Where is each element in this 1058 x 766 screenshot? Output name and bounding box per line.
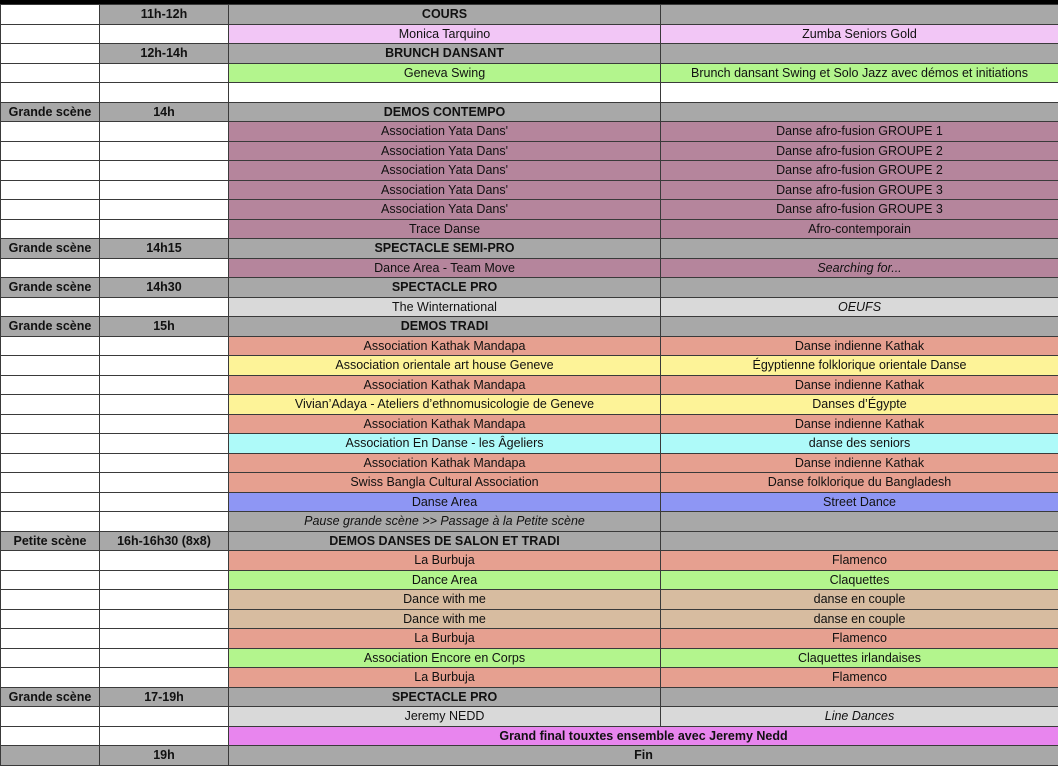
performer-name: Association Kathak Mandapa	[229, 453, 661, 473]
table-row	[1, 219, 1058, 239]
table-row	[1, 356, 1058, 376]
performer-name: Association Yata Dans'	[229, 141, 661, 161]
performer-name: Swiss Bangla Cultural Association	[229, 473, 661, 493]
performance-description: Flamenco	[661, 668, 1058, 688]
time-cell: 15h	[100, 317, 229, 337]
stage-cell: Grande scène	[1, 687, 100, 707]
section-title-filler	[661, 317, 1058, 337]
time-cell	[100, 414, 229, 434]
table-row	[1, 414, 1058, 434]
stage-cell	[1, 122, 100, 142]
performer-name: Association Yata Dans'	[229, 122, 661, 142]
stage-cell	[1, 395, 100, 415]
stage-cell	[1, 375, 100, 395]
stage-cell	[1, 24, 100, 44]
stage-cell	[1, 609, 100, 629]
end-time-cell: 19h	[100, 746, 229, 766]
time-cell	[100, 453, 229, 473]
table-row	[1, 24, 1058, 44]
performance-description: Flamenco	[661, 551, 1058, 571]
performance-description: Line Dances	[661, 707, 1058, 727]
performer-name: Association En Danse - les Âgeliers	[229, 434, 661, 454]
section-title-filler	[661, 239, 1058, 259]
table-row	[1, 122, 1058, 142]
section-title: DEMOS TRADI	[229, 317, 661, 337]
performance-description: Afro-contemporain	[661, 219, 1058, 239]
table-row	[1, 512, 1058, 532]
stage-cell: Grande scène	[1, 278, 100, 298]
performer-name: Trace Danse	[229, 219, 661, 239]
performer-name: Pause grande scène >> Passage à la Petite scène	[229, 512, 661, 532]
performance-description: Street Dance	[661, 492, 1058, 512]
table-row	[1, 492, 1058, 512]
section-title-filler	[661, 5, 1058, 25]
section-title: DEMOS DANSES DE SALON ET TRADI	[229, 531, 661, 551]
stage-cell	[1, 629, 100, 649]
section-title: SPECTACLE PRO	[229, 278, 661, 298]
performance-description: Égyptienne folklorique orientale Danse	[661, 356, 1058, 376]
performance-description: Danse afro-fusion GROUPE 2	[661, 161, 1058, 181]
grand-final-banner: Grand final touxtes ensemble avec Jeremy Nedd	[229, 726, 1058, 746]
section-header-row	[1, 44, 1058, 64]
stage-cell: Grande scène	[1, 102, 100, 122]
table-row	[1, 570, 1058, 590]
stage-cell	[1, 219, 100, 239]
stage-cell: Petite scène	[1, 531, 100, 551]
stage-cell	[1, 453, 100, 473]
performance-description: danse en couple	[661, 590, 1058, 610]
table-row	[1, 63, 1058, 83]
performer-name: Association Kathak Mandapa	[229, 336, 661, 356]
table-row	[1, 258, 1058, 278]
stage-cell	[1, 551, 100, 571]
table-row	[1, 434, 1058, 454]
section-title: SPECTACLE PRO	[229, 687, 661, 707]
performer-name: Dance Area	[229, 570, 661, 590]
end-label: Fin	[229, 746, 1058, 766]
time-cell	[100, 297, 229, 317]
time-cell	[100, 570, 229, 590]
section-title-filler	[661, 278, 1058, 298]
section-title: DEMOS CONTEMPO	[229, 102, 661, 122]
performance-description: Danses d’Égypte	[661, 395, 1058, 415]
stage-cell	[1, 473, 100, 493]
performance-description: Claquettes	[661, 570, 1058, 590]
performer-name: Monica Tarquino	[229, 24, 661, 44]
performer-name: Association Encore en Corps	[229, 648, 661, 668]
section-title-filler	[661, 102, 1058, 122]
stage-cell	[1, 590, 100, 610]
time-cell	[100, 180, 229, 200]
stage-cell	[1, 356, 100, 376]
table-row	[1, 648, 1058, 668]
performer-name: La Burbuja	[229, 668, 661, 688]
section-title-filler	[661, 531, 1058, 551]
time-cell	[100, 648, 229, 668]
time-cell	[100, 356, 229, 376]
time-cell	[100, 590, 229, 610]
performance-description: Danse folklorique du Bangladesh	[661, 473, 1058, 493]
performer-name: Dance with me	[229, 590, 661, 610]
performer-name: Geneva Swing	[229, 63, 661, 83]
time-cell	[100, 200, 229, 220]
time-cell: 14h15	[100, 239, 229, 259]
time-cell	[100, 24, 229, 44]
performer-name: Association Yata Dans'	[229, 180, 661, 200]
time-cell	[100, 512, 229, 532]
performer-name	[229, 83, 661, 103]
stage-cell	[1, 492, 100, 512]
performer-name: Association Yata Dans'	[229, 200, 661, 220]
table-row	[1, 395, 1058, 415]
stage-cell	[1, 5, 100, 25]
stage-cell	[1, 258, 100, 278]
performer-name: La Burbuja	[229, 551, 661, 571]
time-cell: 11h-12h	[100, 5, 229, 25]
section-header-row	[1, 278, 1058, 298]
time-cell: 14h	[100, 102, 229, 122]
stage-cell	[1, 726, 100, 746]
stage-cell	[1, 297, 100, 317]
schedule-table	[0, 4, 1058, 766]
table-row	[1, 180, 1058, 200]
performance-description: Danse indienne Kathak	[661, 375, 1058, 395]
performer-name: Dance Area - Team Move	[229, 258, 661, 278]
stage-cell	[1, 512, 100, 532]
performance-description: Danse indienne Kathak	[661, 453, 1058, 473]
performer-name: Dance with me	[229, 609, 661, 629]
table-row	[1, 707, 1058, 727]
section-header-row	[1, 531, 1058, 551]
performance-description	[661, 83, 1058, 103]
performance-description: Zumba Seniors Gold	[661, 24, 1058, 44]
time-cell	[100, 375, 229, 395]
performer-name: Association Kathak Mandapa	[229, 414, 661, 434]
time-cell: 14h30	[100, 278, 229, 298]
performance-description: Danse afro-fusion GROUPE 2	[661, 141, 1058, 161]
section-header-row	[1, 239, 1058, 259]
section-header-row	[1, 5, 1058, 25]
time-cell	[100, 551, 229, 571]
table-row	[1, 336, 1058, 356]
performance-description: Danse indienne Kathak	[661, 414, 1058, 434]
stage-cell	[1, 141, 100, 161]
time-cell	[100, 668, 229, 688]
performance-description: Danse afro-fusion GROUPE 3	[661, 200, 1058, 220]
section-title: BRUNCH DANSANT	[229, 44, 661, 64]
table-row	[1, 453, 1058, 473]
performance-description	[661, 512, 1058, 532]
table-row	[1, 473, 1058, 493]
section-header-row	[1, 317, 1058, 337]
performer-name: The Winternational	[229, 297, 661, 317]
performance-description: Danse indienne Kathak	[661, 336, 1058, 356]
stage-cell	[1, 746, 100, 766]
time-cell: 12h-14h	[100, 44, 229, 64]
table-row	[1, 83, 1058, 103]
table-row	[1, 726, 1058, 746]
stage-cell	[1, 44, 100, 64]
performance-description: Brunch dansant Swing et Solo Jazz avec démos et initiations	[661, 63, 1058, 83]
time-cell	[100, 609, 229, 629]
table-row	[1, 609, 1058, 629]
stage-cell	[1, 200, 100, 220]
performer-name: Association Kathak Mandapa	[229, 375, 661, 395]
stage-cell	[1, 83, 100, 103]
stage-cell	[1, 180, 100, 200]
section-title: SPECTACLE SEMI-PRO	[229, 239, 661, 259]
section-header-row	[1, 102, 1058, 122]
performer-name: Vivian’Adaya - Ateliers d’ethnomusicologie de Geneve	[229, 395, 661, 415]
time-cell	[100, 707, 229, 727]
stage-cell: Grande scène	[1, 317, 100, 337]
time-cell	[100, 492, 229, 512]
time-cell	[100, 219, 229, 239]
time-cell: 17-19h	[100, 687, 229, 707]
performance-description: danse en couple	[661, 609, 1058, 629]
performance-description: Claquettes irlandaises	[661, 648, 1058, 668]
table-row	[1, 746, 1058, 766]
performer-name: Danse Area	[229, 492, 661, 512]
stage-cell	[1, 63, 100, 83]
time-cell	[100, 63, 229, 83]
stage-cell	[1, 434, 100, 454]
table-row	[1, 141, 1058, 161]
time-cell	[100, 473, 229, 493]
time-cell	[100, 629, 229, 649]
performer-name: Association orientale art house Geneve	[229, 356, 661, 376]
table-row	[1, 668, 1058, 688]
table-row	[1, 590, 1058, 610]
table-row	[1, 375, 1058, 395]
time-cell	[100, 258, 229, 278]
section-title-filler	[661, 687, 1058, 707]
stage-cell: Grande scène	[1, 239, 100, 259]
section-title-filler	[661, 44, 1058, 64]
performance-description: danse des seniors	[661, 434, 1058, 454]
time-cell	[100, 122, 229, 142]
schedule-body	[1, 5, 1058, 766]
stage-cell	[1, 707, 100, 727]
time-cell	[100, 141, 229, 161]
time-cell	[100, 161, 229, 181]
performance-description: Danse afro-fusion GROUPE 3	[661, 180, 1058, 200]
time-cell	[100, 336, 229, 356]
performer-name: Association Yata Dans'	[229, 161, 661, 181]
stage-cell	[1, 668, 100, 688]
stage-cell	[1, 570, 100, 590]
table-row	[1, 297, 1058, 317]
table-row	[1, 551, 1058, 571]
performance-description: Searching for...	[661, 258, 1058, 278]
table-row	[1, 629, 1058, 649]
time-cell	[100, 395, 229, 415]
performance-description: Danse afro-fusion GROUPE 1	[661, 122, 1058, 142]
stage-cell	[1, 414, 100, 434]
time-cell	[100, 83, 229, 103]
section-title: COURS	[229, 5, 661, 25]
stage-cell	[1, 648, 100, 668]
time-cell: 16h-16h30 (8x8)	[100, 531, 229, 551]
table-row	[1, 161, 1058, 181]
performer-name: La Burbuja	[229, 629, 661, 649]
section-header-row	[1, 687, 1058, 707]
performance-description: OEUFS	[661, 297, 1058, 317]
stage-cell	[1, 336, 100, 356]
time-cell	[100, 726, 229, 746]
table-row	[1, 200, 1058, 220]
performance-description: Flamenco	[661, 629, 1058, 649]
performer-name: Jeremy NEDD	[229, 707, 661, 727]
time-cell	[100, 434, 229, 454]
stage-cell	[1, 161, 100, 181]
